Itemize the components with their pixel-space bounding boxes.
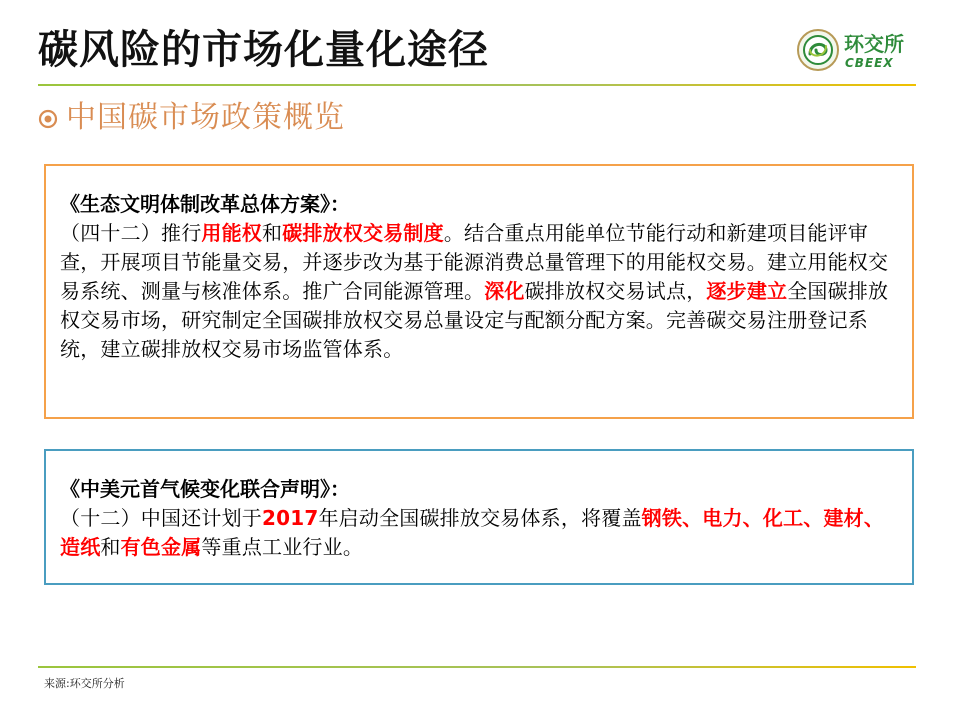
footer-divider (38, 666, 916, 668)
logo-chinese-name: 环交所 (844, 32, 904, 56)
policy-text: （四十二）推行 (60, 221, 202, 245)
policy-highlight: 有色金属 (120, 535, 202, 559)
source-note: 来源:环交所分析 (44, 677, 125, 690)
target-bullet-icon (38, 109, 58, 129)
policy-text: 。结合重点用能单位节能行动和新建项目能评审查，开展项目节能量交易，并逐步改为基于能源消费总量管理下的用能权交易。建立用能权交易系统、测量与核准体系。推广合同能源管理。 (60, 221, 889, 303)
policy-text: 碳排放权交易试点， (524, 279, 707, 303)
policy-text: 全国碳排放权交易市场，研究制定全国碳排放权交易总量设定与配额分配方案。完善碳交易注册登记系统，建立碳排放权交易市场监管体系。 (60, 279, 889, 361)
logo-english-name: CBEEX (845, 56, 894, 70)
header-divider (38, 84, 916, 86)
policy-box-body (60, 219, 898, 364)
policy-box-heading: 《中美元首气候变化联合声明》： (60, 477, 350, 501)
policy-box-heading: 《生态文明体制改革总体方案》： (60, 192, 350, 216)
policy-highlight: 深化 (484, 279, 525, 303)
policy-text: 和 (100, 535, 121, 559)
policy-highlight: 钢铁、电力、化工、建材、造纸 (60, 506, 885, 559)
policy-highlight: 逐步建立 (706, 279, 788, 303)
policy-text: 等重点工业行业。 (201, 535, 364, 559)
policy-highlight: 用能权 (201, 221, 263, 245)
section-heading-text: 中国碳市场政策概览 (66, 100, 345, 135)
policy-box-ecological-civilization (44, 164, 914, 419)
policy-text: 和 (262, 221, 283, 245)
page-title: 碳风险的市场化量化途径 (38, 27, 489, 73)
policy-text: （十二）中国还计划于 (60, 506, 262, 530)
section-heading (38, 96, 345, 140)
policy-box-us-china-statement (44, 449, 914, 585)
policy-highlight: 2017 (262, 506, 319, 530)
cbeex-emblem-icon (796, 28, 840, 72)
cbeex-logo (796, 28, 926, 78)
policy-highlight: 碳排放权交易制度 (282, 221, 444, 245)
policy-text: 年启动全国碳排放交易体系，将覆盖 (318, 506, 642, 530)
policy-box-body (60, 504, 898, 562)
